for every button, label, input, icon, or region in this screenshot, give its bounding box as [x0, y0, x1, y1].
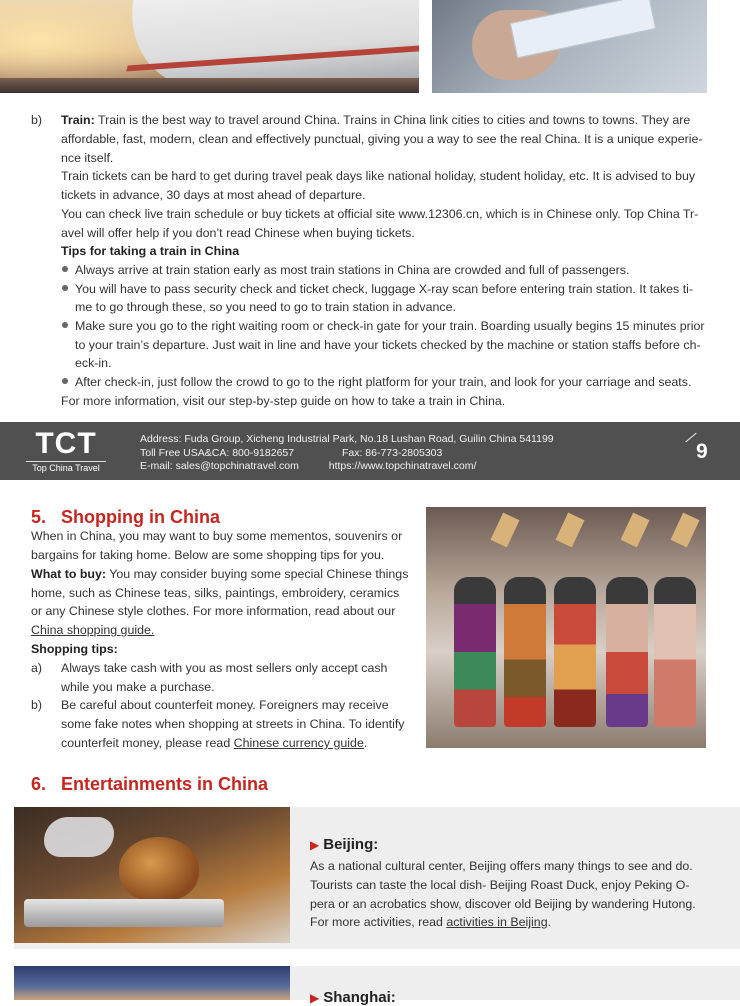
tickets-paragraph-line-2: tickets in advance, 30 days at most ahead of departure. — [61, 188, 366, 202]
what-to-buy-line-1: What to buy: You may consider buying some special Chinese things — [31, 567, 409, 581]
train-ticket-photo — [432, 0, 707, 93]
high-speed-train-photo — [0, 0, 419, 93]
entertainment-section-heading: 6. Entertainments in China — [31, 774, 269, 794]
beijing-line-1: As a national cultural center, Beijing offers many things to see and do. — [310, 859, 693, 873]
beijing-line-2: Tourists can taste the local dish- Beijing Roast Duck, enjoy Peking O- — [310, 878, 690, 892]
train-tip-3-line-1: Make sure you go to the right waiting room or check-in gate for your train. Boarding usually begins 15 minutes prior — [75, 319, 705, 333]
shopping-tip-a-line-1: Always take cash with you as most sellers only accept cash — [61, 661, 388, 675]
beijing-line-3: pera or an acrobatics show, discover old Beijing by wandering Hutong. — [310, 897, 696, 911]
train-paragraph-line-1: Train: Train is the best way to travel around China. Trains in China link cities to cities and towns to towns. They are — [61, 113, 691, 127]
schedule-paragraph-line-2: avel will offer help if you don’t read Chinese when buying tickets. — [61, 226, 415, 240]
footer-tollfree: Toll Free USA&CA: 800-9182657 — [140, 446, 295, 459]
train-tip-2-line-1: You will have to pass security check and ticket check, luggage X-ray scan before entering train station. It takes ti- — [75, 282, 694, 296]
beijing-activities-link[interactable]: activities in Beijing — [446, 915, 548, 929]
train-tips-heading: Tips for taking a train in China — [61, 244, 240, 258]
page-number-slash — [685, 433, 696, 443]
list-marker-b: b) — [31, 113, 43, 127]
train-tip-1: Always arrive at train station early as most train stations in China are crowded and full of passengers. — [75, 263, 630, 277]
page-footer — [0, 422, 740, 480]
bullet-dot — [62, 322, 68, 328]
train-tip-3-line-2: to your train’s departure. Just wait in line and have your tickets checked by the machine or station staffs before ch- — [75, 338, 701, 352]
shopping-guide-link[interactable]: China shopping guide. — [31, 623, 155, 637]
footer-contact-info — [140, 433, 554, 474]
shanghai-skyline-photo — [14, 966, 290, 1000]
bullet-dot — [62, 285, 68, 291]
bullet-dot — [62, 266, 68, 272]
shopping-tip-b-line-1: Be careful about counterfeit money. Foreigners may receive — [61, 698, 389, 712]
page-number: 9 — [696, 440, 708, 463]
roast-duck-photo — [14, 807, 290, 943]
shopping-intro-line-1: When in China, you may want to buy some mementos, souvenirs or — [31, 529, 403, 543]
schedule-paragraph-line-1: You can check live train schedule or buy tickets at official site www.12306.cn, which is in Chinese only. Top China Tr- — [61, 207, 699, 221]
bullet-dot — [62, 378, 68, 384]
triangle-bullet-icon: ▶ — [310, 991, 320, 1005]
shanghai-heading: ▶ Shanghai: — [310, 989, 396, 1006]
list-marker-a: a) — [31, 661, 43, 675]
shopping-section-heading: 5. Shopping in China — [31, 507, 221, 527]
tickets-paragraph-line-1: Train tickets can be hard to get during travel peak days like national holiday, student holiday, etc. It is advised to buy — [61, 169, 696, 183]
footer-fax: Fax: 86-773-2805303 — [341, 446, 443, 459]
shopping-tip-b-line-2: some fake notes when shopping at streets in China. To identify — [61, 717, 405, 731]
footer-address: Address: Fuda Group, Xicheng Industrial Park, No.18 Lushan Road, Guilin China 541199 — [140, 433, 554, 445]
beijing-heading: ▶ Beijing: — [310, 836, 379, 853]
footer-website[interactable]: https://www.topchinatravel.com/ — [328, 460, 477, 472]
train-tip-2-line-2: me to go through these, so you need to go to train station in advance. — [75, 300, 456, 314]
train-paragraph-line-2: affordable, fast, modern, clean and effectively punctual, giving you a way to see the real China. It is a unique experie- — [61, 132, 703, 146]
shopping-tip-a-line-2: while you make a purchase. — [61, 680, 215, 694]
shopping-tip-b-line-3: counterfeit money, please read Chinese currency guide. — [61, 736, 368, 750]
footer-email[interactable]: E-mail: sales@topchinatravel.com — [140, 460, 299, 472]
what-to-buy-line-2: home, such as Chinese teas, silks, paintings, embroidery, ceramics — [31, 586, 400, 600]
train-tip-4: After check-in, just follow the crowd to go to the right platform for your train, and look for your carriage and seats. — [75, 375, 692, 389]
shopping-tips-heading: Shopping tips: — [31, 642, 118, 656]
train-tip-3-line-3: eck-in. — [75, 356, 112, 370]
shadow-puppets-photo — [426, 507, 706, 748]
train-paragraph-line-3: nce itself. — [61, 151, 114, 165]
train-guide-link[interactable]: For more information, visit our step-by-step guide on how to take a train in China. — [61, 394, 506, 408]
list-marker-b: b) — [31, 698, 43, 712]
beijing-line-4: For more activities, read activities in Beijing. — [310, 915, 552, 929]
train-heading: Train: — [61, 113, 95, 127]
shopping-intro-line-2: bargains for taking home. Below are some shopping tips for you. — [31, 548, 385, 562]
triangle-bullet-icon: ▶ — [310, 838, 320, 852]
what-to-buy-line-3: or any Chinese style clothes. For more information, read about our — [31, 604, 396, 618]
tct-logo: TCT Top China Travel — [26, 427, 106, 474]
currency-guide-link[interactable]: Chinese currency guide — [233, 736, 364, 750]
